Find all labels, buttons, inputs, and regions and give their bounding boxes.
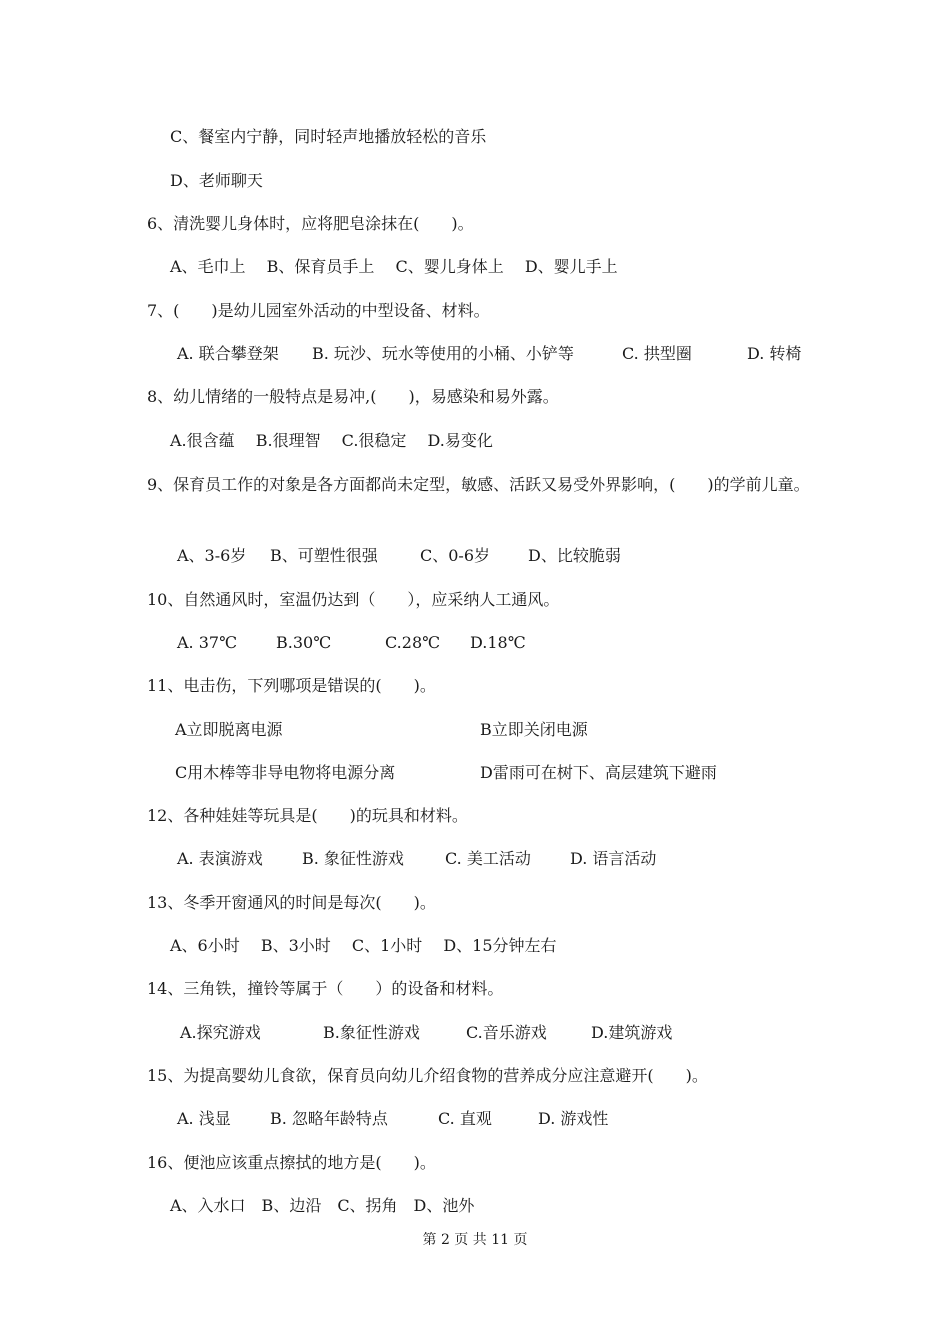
question-13: 13、冬季开窗通风的时间是每次( )。 xyxy=(147,893,436,912)
q14-option-a: A.探究游戏 xyxy=(180,1023,261,1042)
q14-option-c: C.音乐游戏 xyxy=(466,1023,547,1042)
q9-option-d: D、比较脆弱 xyxy=(528,546,621,565)
q16-options: A、入水口 B、边沿 C、拐角 D、池外 xyxy=(170,1196,475,1215)
q5-option-c: C、餐室内宁静，同时轻声地播放轻松的音乐 xyxy=(170,127,487,146)
q14-option-b: B.象征性游戏 xyxy=(323,1023,420,1042)
question-12: 12、各种娃娃等玩具是( )的玩具和材料。 xyxy=(147,806,468,825)
question-8: 8、幼儿情绪的一般特点是易冲,( )，易感染和易外露。 xyxy=(147,387,559,406)
q10-option-d: D.18℃ xyxy=(470,633,526,652)
q9-option-b: B、可塑性很强 xyxy=(270,546,378,565)
q8-options: A.很含蕴 B.很理智 C.很稳定 D.易变化 xyxy=(170,431,493,450)
q9-option-a: A、3-6岁 xyxy=(177,546,247,565)
question-15: 15、为提高婴幼儿食欲，保育员向幼儿介绍食物的营养成分应注意避开( )。 xyxy=(147,1066,708,1085)
q9-option-c: C、0-6岁 xyxy=(420,546,491,565)
q11-option-c: C用木棒等非导电物将电源分离 xyxy=(175,763,396,782)
q10-option-b: B.30℃ xyxy=(276,633,332,652)
question-14: 14、三角铁，撞铃等属于（ ）的设备和材料。 xyxy=(147,979,504,998)
q12-option-c: C. 美工活动 xyxy=(445,849,531,868)
q15-option-a: A. 浅显 xyxy=(177,1109,231,1128)
q10-option-a: A. 37℃ xyxy=(177,633,237,652)
q12-option-a: A. 表演游戏 xyxy=(177,849,263,868)
question-11: 11、电击伤，下列哪项是错误的( )。 xyxy=(147,676,436,695)
q7-option-c: C. 拱型圈 xyxy=(622,344,692,363)
question-16: 16、便池应该重点擦拭的地方是( )。 xyxy=(147,1153,436,1172)
page-footer: 第 2 页 共 11 页 xyxy=(422,1232,528,1248)
q12-option-d: D. 语言活动 xyxy=(570,849,657,868)
q15-option-d: D. 游戏性 xyxy=(538,1109,609,1128)
q10-option-c: C.28℃ xyxy=(385,633,441,652)
q13-options: A、6小时 B、3小时 C、1小时 D、15分钟左右 xyxy=(170,936,557,955)
q6-options: A、毛巾上 B、保育员手上 C、婴儿身体上 D、婴儿手上 xyxy=(170,257,618,276)
q7-option-d: D. 转椅 xyxy=(747,344,802,363)
q15-option-b: B. 忽略年龄特点 xyxy=(270,1109,388,1128)
q14-option-d: D.建筑游戏 xyxy=(591,1023,673,1042)
q11-option-a: A立即脱离电源 xyxy=(175,720,283,739)
q12-option-b: B. 象征性游戏 xyxy=(302,849,404,868)
question-9: 9、保育员工作的对象是各方面都尚未定型，敏感、活跃又易受外界影响，( )的学前儿童。 xyxy=(147,475,810,494)
q15-option-c: C. 直观 xyxy=(438,1109,492,1128)
question-10: 10、自然通风时，室温仍达到（ ），应采纳人工通风。 xyxy=(147,590,560,609)
q7-option-b: B. 玩沙、玩水等使用的小桶、小铲等 xyxy=(312,344,574,363)
question-7: 7、( )是幼儿园室外活动的中型设备、材料。 xyxy=(147,301,490,320)
question-6: 6、清洗婴儿身体时，应将肥皂涂抹在( )。 xyxy=(147,214,474,233)
q11-option-d: D雷雨可在树下、高层建筑下避雨 xyxy=(480,763,717,782)
q11-option-b: B立即关闭电源 xyxy=(480,720,588,739)
q7-option-a: A. 联合攀登架 xyxy=(177,344,279,363)
q5-option-d: D、老师聊天 xyxy=(170,171,263,190)
